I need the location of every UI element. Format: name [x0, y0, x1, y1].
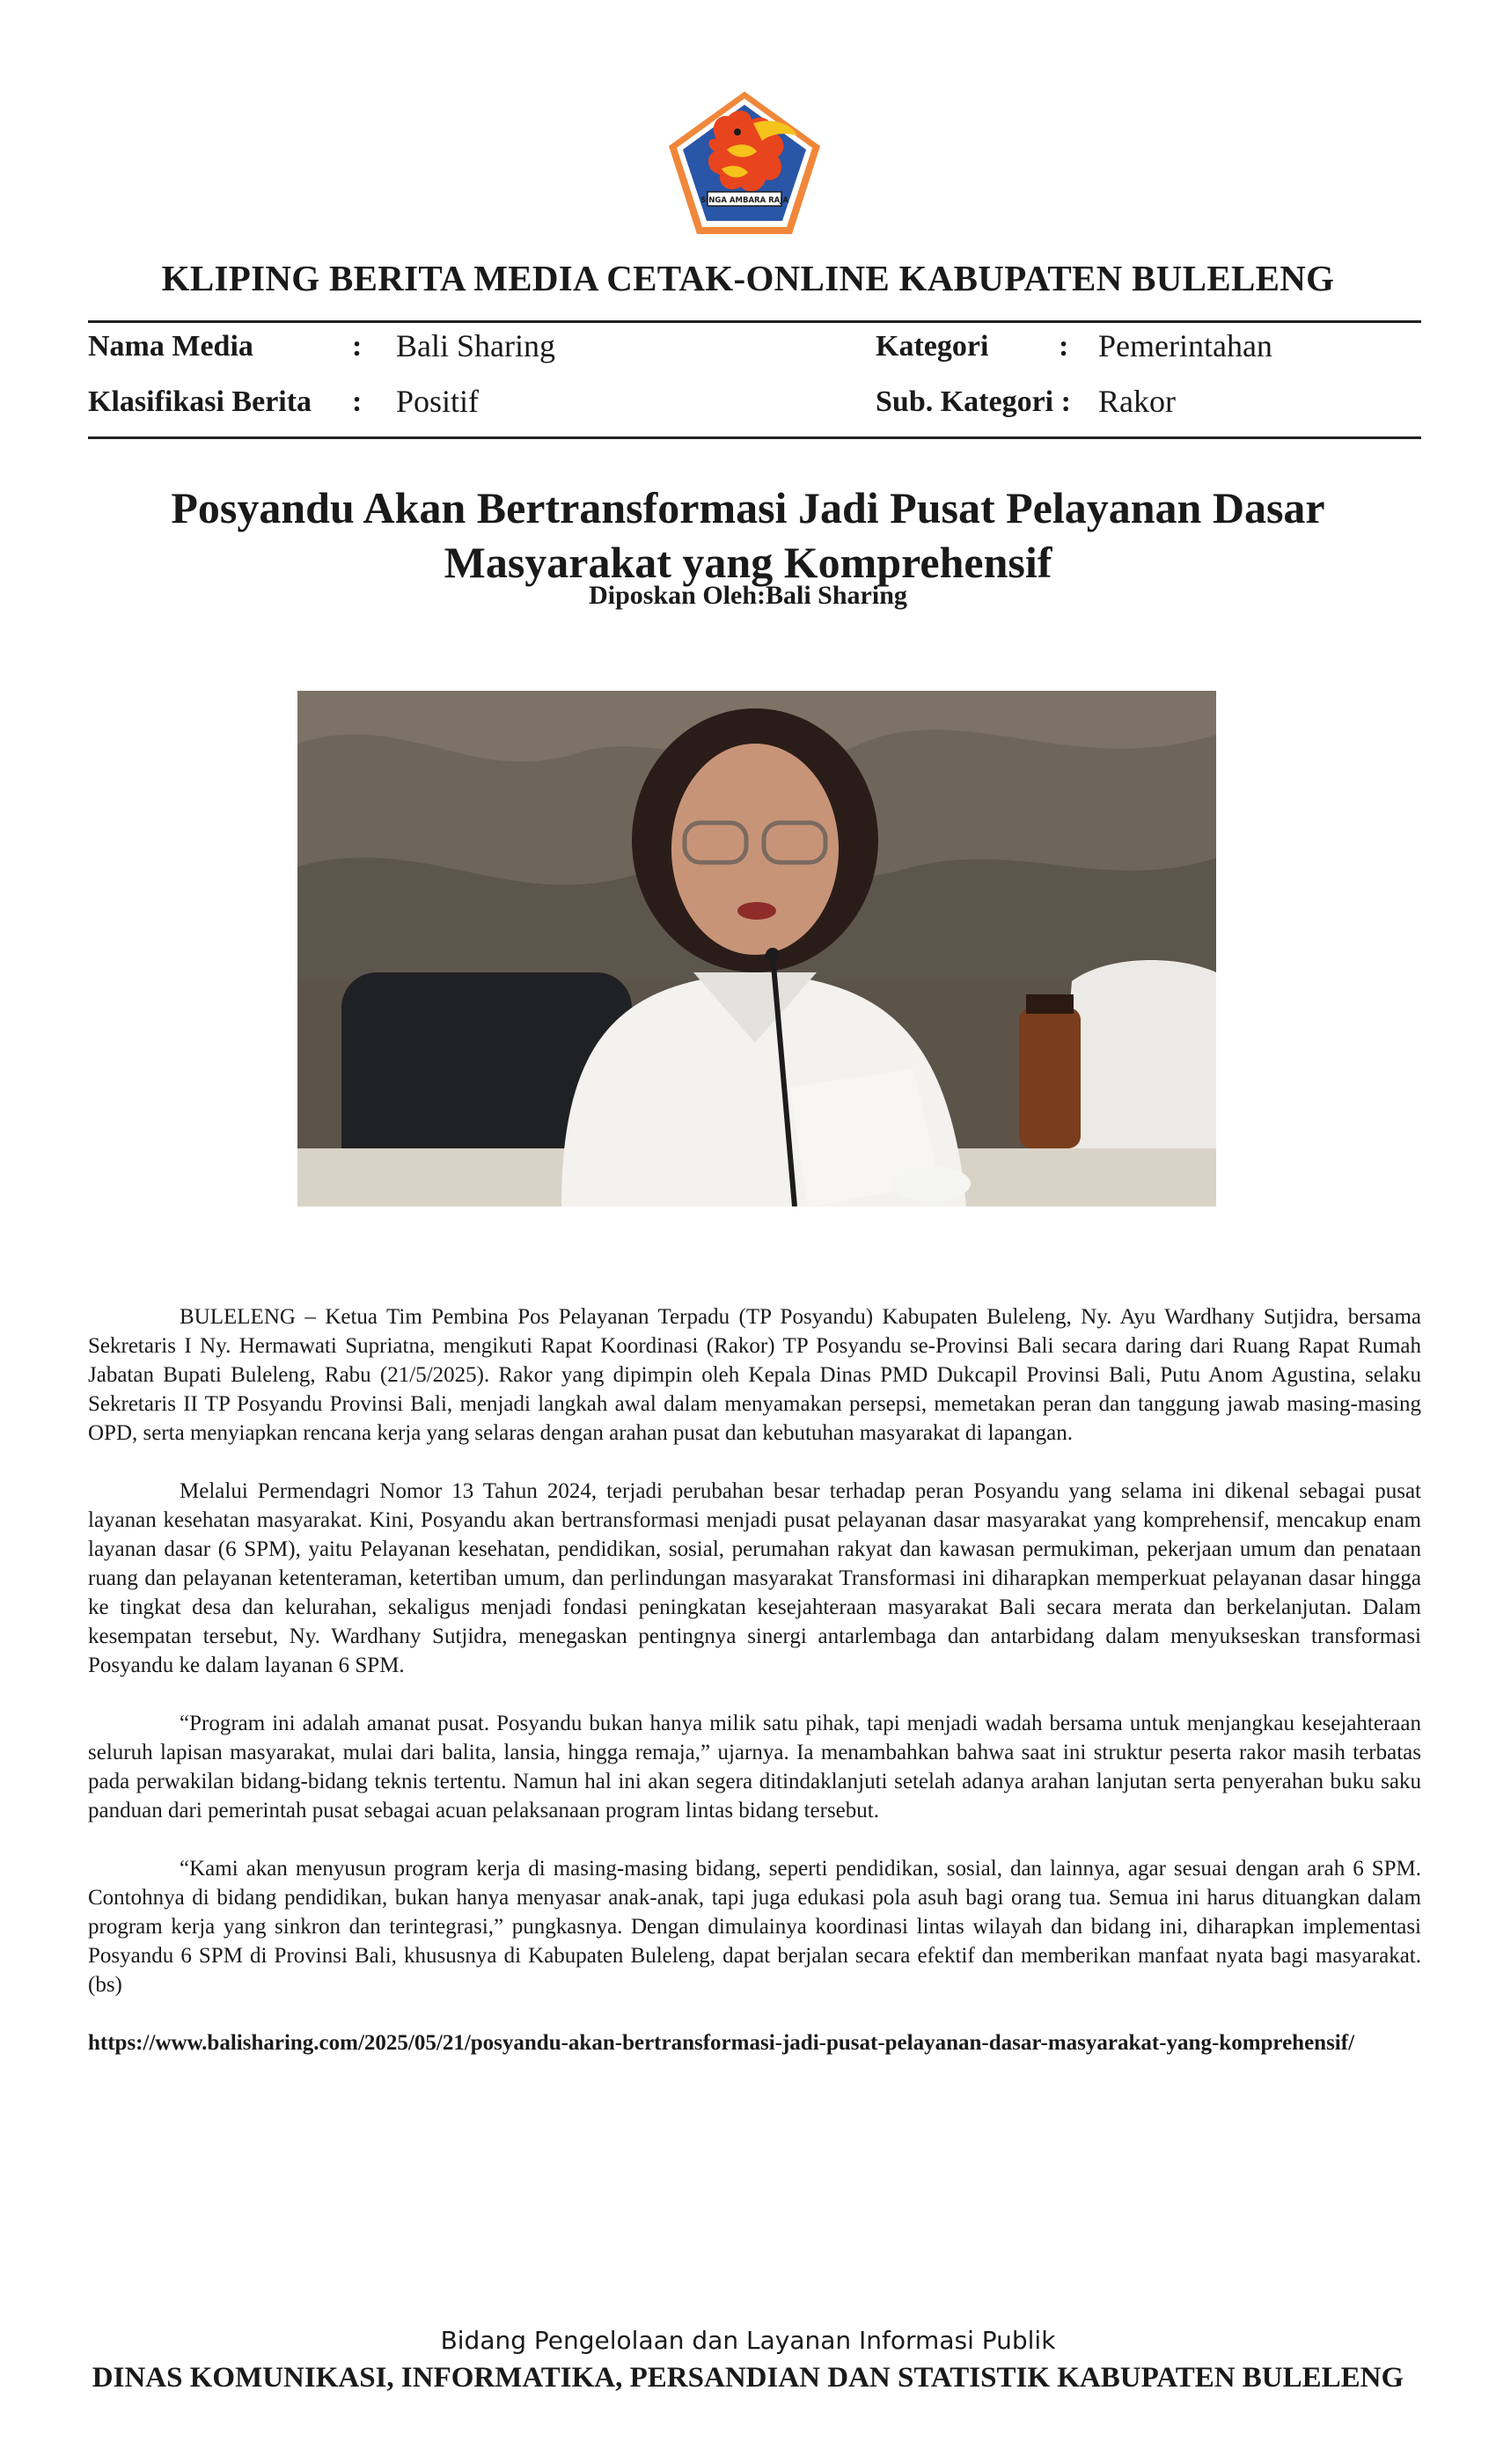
- klasifikasi-label: Klasifikasi Berita: [88, 385, 312, 418]
- top-divider: [88, 320, 1421, 323]
- footer-department: Bidang Pengelolaan dan Layanan Informasi Publik: [440, 2326, 1056, 2355]
- article-paragraph: BULELENG – Ketua Tim Pembina Pos Pelayanan Terpadu (TP Posyandu) Kabupaten Buleleng, Ny. Ayu Wardhany Sutjidra, bersama Sekretaris I Ny. Hermawati Supriatna, mengikuti Rapat Koordinasi (Rakor) TP Posyandu se-Provinsi Bali secara daring dari Ruang Rapat Rumah Jabatan Bupati Buleleng, Rabu (21/5/2025). Rakor yang dipimpin oleh Kepala Dinas PMD Dukcapil Provinsi Bali, Putu Anom Agustina, selaku Sekretaris II TP Posyandu Provinsi Bali, menjadi langkah awal dalam menyamakan persepsi, memetakan peran dan tanggung jawab masing-masing OPD, serta menyiapkan rencana kerja yang selaras dengan arahan pusat dan kebutuhan masyarakat di lapangan.: [88, 1305, 1421, 1445]
- nama-media-label: Nama Media: [88, 330, 253, 363]
- article-paragraph: “Kami akan menyusun program kerja di masing-masing bidang, seperti pendidikan, sosial, dan lainnya, agar sesuai dengan arah 6 SPM. Contohnya di bidang pendidikan, bukan hanya menyasar anak-anak, tapi juga edukasi pola asuh bagi orang tua. Semua ini harus dituangkan dalam program kerja yang sinkron dan terintegrasi,” pungkasnya. Dengan dimulainya koordinasi lintas wilayah dan bidang ini, diharapkan implementasi Posyandu 6 SPM di Provinsi Bali, khususnya di Kabupaten Buleleng, dapat berjalan secara efektif dan memberikan manfaat nyata bagi masyarakat. (bs): [88, 1857, 1421, 1997]
- masthead-title: KLIPING BERITA MEDIA CETAK-ONLINE KABUPATEN BULELENG: [161, 258, 1335, 298]
- singa-ambara-raja-crest-icon: [665, 88, 824, 238]
- kategori-value: Pemerintahan: [1098, 328, 1272, 363]
- sub-kategori-label: Sub. Kategori :: [876, 385, 1071, 418]
- footer-agency: DINAS KOMUNIKASI, INFORMATIKA, PERSANDIAN DAN STATISTIK KABUPATEN BULELENG: [92, 2362, 1404, 2394]
- article-byline: Diposkan Oleh:Bali Sharing: [589, 581, 907, 610]
- title-line-2: Masyarakat yang Komprehensif: [444, 538, 1052, 587]
- title-line-1: Posyandu Akan Bertransformasi Jadi Pusat Pelayanan Dasar: [171, 483, 1325, 532]
- article-body: [88, 1302, 1421, 2086]
- article-paragraph: “Program ini adalah amanat pusat. Posyandu bukan hanya milik satu pihak, tapi menjadi wadah bersama untuk menjangkau kesejahteraan seluruh lapisan masyarakat, mulai dari balita, lansia, hingga remaja,” ujarnya. Ia menambahkan bahwa saat ini struktur peserta rakor masih terbatas pada perwakilan bidang-bidang teknis tertentu. Namun hal ini akan segera ditindaklanjuti setelah adanya arahan lanjutan serta penyerahan buku saku panduan dari pemerintah pusat sebagai acuan pelaksanaan program lintas bidang tersebut.: [88, 1712, 1421, 1822]
- nama-media-value: Bali Sharing: [396, 328, 555, 363]
- colon: :: [352, 385, 363, 418]
- kategori-label: Kategori: [876, 330, 989, 363]
- logo-text: SINGA AMBARA RAJA: [700, 196, 788, 205]
- bottom-divider: [88, 436, 1421, 439]
- colon: :: [352, 330, 363, 363]
- colon: :: [1059, 330, 1069, 363]
- sub-kategori-value: Rakor: [1098, 384, 1176, 419]
- article-paragraph: Melalui Permendagri Nomor 13 Tahun 2024, terjadi perubahan besar terhadap peran Posyandu yang selama ini dikenal sebagai pusat layanan kesehatan masyarakat. Kini, Posyandu akan bertransformasi menjadi pusat pelayanan dasar masyarakat yang komprehensif, mencakup enam layanan dasar (6 SPM), yaitu Pelayanan kesehatan, pendidikan, sosial, perumahan rakyat dan kawasan permukiman, pekerjaan umum dan penataan ruang dan pelayanan ketenteraman, ketertiban umum, dan perlindungan masyarakat Transformasi ini diharapkan memperkuat pelayanan dasar hingga ke tingkat desa dan kelurahan, sekaligus menjadi fondasi peningkatan kesejahteraan masyarakat Bali secara merata dan berkelanjutan. Dalam kesempatan tersebut, Ny. Wardhany Sutjidra, menegaskan pentingnya sinergi antarlembaga dan antarbidang dalam menyukseskan transformasi Posyandu ke dalam layanan 6 SPM.: [88, 1479, 1421, 1677]
- article-title: [0, 480, 1496, 590]
- article-photo: [297, 691, 1216, 1206]
- source-url: https://www.balisharing.com/2025/05/21/posyandu-akan-bertransformasi-jadi-pusat-pelayanan-dasar-masyarakat-yang-komprehensif/: [88, 2031, 1355, 2055]
- klasifikasi-value: Positif: [396, 384, 480, 419]
